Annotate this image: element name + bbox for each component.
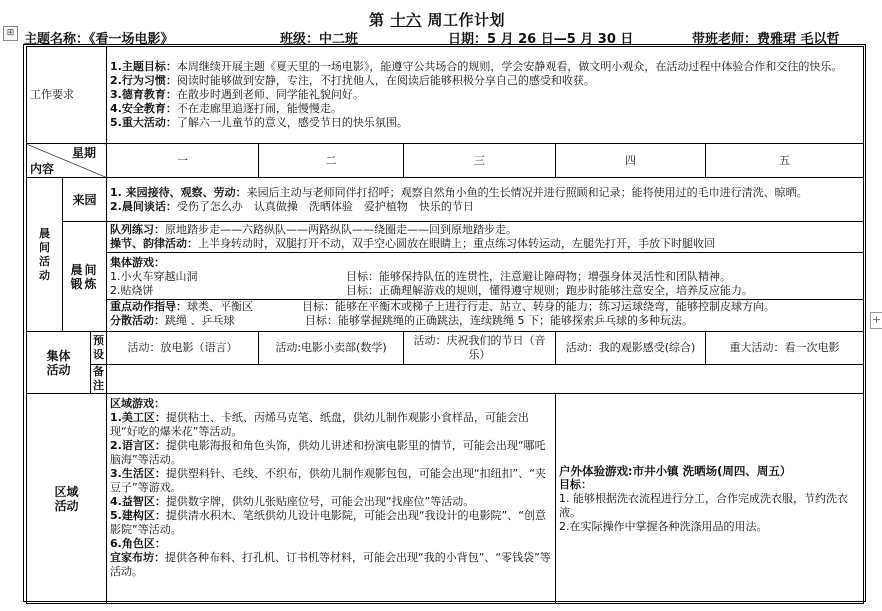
- weekday-thu: 四: [556, 144, 706, 178]
- group-activity-fri: 重大活动：看一次电影: [706, 332, 864, 365]
- work-requirements-content: [107, 47, 864, 144]
- title-prefix: 第: [369, 11, 385, 29]
- table-move-handle[interactable]: ⊞: [3, 26, 18, 41]
- weekday-tue: 二: [259, 144, 404, 178]
- gym-line: 操节、韵律活动：上半身转动时，双腿打开不动，双手空心圆放在眼睛上；重点练习体转运动，左腿先打开，手放下时腿收回: [110, 237, 715, 250]
- weekday-corner: [27, 144, 107, 178]
- group-plan-row: [27, 332, 864, 365]
- work-item: 4.安全教育：不在走廊里追逐打闹，能慢慢走。: [110, 102, 342, 115]
- area-item: 1.美工区：提供粘土、卡纸、丙烯马克笔、纸盘，供幼儿制作观影小食样品，可能会出现“好吃的爆米花”等活动。: [110, 411, 529, 438]
- arrival-item: 1. 来园接待、观察、劳动：来园后主动与老师同伴打招呼；观察自然角小鱼的生长情况并进行照顾和记录；能将使用过的毛巾进行清洗、晾晒。: [110, 185, 808, 199]
- date-range: 日期：5 月 26 日—5 月 30 日: [448, 32, 634, 47]
- work-requirements-row: [27, 47, 864, 144]
- game-item: 2.贴烧饼 目标：正确理解游戏的规则，懂得遵守规则；跑步时能够注意安全，培养反应能力。: [110, 284, 753, 297]
- drill-content: [107, 222, 864, 253]
- arrival-content: [107, 178, 864, 222]
- area-item: 3.生活区：提供塑料针、毛线、不织布，供幼儿制作观影包包，可能会出现“扣纽扣”、“夹豆子”等游戏。: [110, 467, 546, 494]
- outdoor-goal-label: 目标：: [559, 477, 592, 491]
- game-item: 1.小火车穿越山洞 目标：能够保持队伍的连贯性，注意避让障碍物；增强身体灵活性和团队精神。: [110, 270, 731, 283]
- area-item: 5.建构区：提供清水积木、笔纸供幼儿设计电影院，可能会出现“我设计的电影院”、“创意影院”等活动。: [110, 509, 546, 536]
- work-item: 1.主题目标：本周继续开展主题《夏天里的一场电影》，能遵守公共场合的规则，学会安静观看，做文明小观众，在活动过程中体验合作和交往的快乐。: [110, 60, 843, 73]
- teachers: 带班老师：费雅珺 毛以哲: [692, 32, 840, 47]
- plan-label: 预设: [91, 332, 107, 365]
- weekday-wed: 三: [404, 144, 556, 178]
- area-games-content: [107, 394, 556, 604]
- arrival-item: 2.晨间谈话：受伤了怎么办 认真做操 洗晒体验 爱护植物 快乐的节日: [110, 199, 474, 213]
- arrival-row: [27, 178, 864, 222]
- theme-name: 主题名称：《看一场电影》: [24, 32, 174, 47]
- corner-content-label: 内容: [30, 162, 55, 176]
- focus-line: 重点动作指导：球类、平衡区 目标：能够在平衡木或梯子上进行行走、站立、转身的能力；练习运球绕弯，能够控制皮球方向。: [107, 299, 863, 314]
- group-activity-tue: 活动:电影小卖部(数学): [259, 332, 404, 365]
- split-line: 分散活动：跳绳 、乒乓球 目标：能够掌握跳绳的正确跳法，连续跳绳 5 下；能够探索乒乓球的多种玩法。: [110, 314, 693, 327]
- area-title: 区域游戏：: [110, 397, 165, 410]
- title-suffix: 周工作计划: [427, 11, 506, 29]
- outdoor-title: 户外体验游戏:市井小镇 洗晒场(周四、周五）: [559, 463, 792, 478]
- area-item: 宜家布坊：提供各种布料、打孔机、订书机等材料，可能会出现“我的小背包”、“零钱袋”等活动。: [110, 551, 551, 578]
- games-content: [107, 253, 864, 332]
- exercise-row-drill: [27, 222, 864, 253]
- class-name: 班级：中二班: [280, 32, 359, 47]
- weekday-row: [27, 144, 864, 178]
- page-title: [369, 9, 505, 30]
- weekday-mon: 一: [107, 144, 259, 178]
- drill-line: 队列练习：原地踏步走——六路纵队——两路纵队——绕圈走——回到原地踏步走。: [110, 223, 517, 236]
- add-column-button[interactable]: +: [870, 312, 882, 329]
- work-requirements-label: 工作要求: [27, 47, 107, 144]
- group-activity-thu: 活动：我的观影感受(综合): [556, 332, 706, 365]
- area-row: [27, 394, 864, 604]
- outdoor-goal: 2.在实际操作中掌握各种洗涤用品的用法。: [559, 519, 768, 533]
- morning-activity-label: 晨间活动: [27, 178, 63, 332]
- exercise-row-games: [27, 253, 864, 332]
- group-note-content: [107, 365, 864, 394]
- weekday-fri: 五: [706, 144, 864, 178]
- group-note-row: [27, 365, 864, 394]
- exercise-label: 晨间锻炼: [63, 222, 107, 332]
- group-activity-mon: 活动：放电影（语言）: [107, 332, 259, 365]
- group-activity-label: 集体活动: [27, 332, 91, 394]
- work-item: 3.德育教育：在散步时遇到老师、同学能礼貌问好。: [110, 88, 364, 101]
- arrival-label: 来园: [63, 178, 107, 222]
- work-item: 2.行为习惯：阅读时能够做到安静，专注，不打扰他人，在阅读后能够积极分享自己的感受和收获。: [110, 74, 595, 87]
- header-bar: [24, 28, 874, 45]
- area-item: 2.语言区：提供电影海报和角色头饰，供幼儿讲述和扮演电影里的情节，可能会出现“哪吒脑海”等活动。: [110, 439, 546, 466]
- work-item: 5.重大活动：了解六一儿童节的意义，感受节日的快乐氛围。: [110, 116, 408, 129]
- area-activity-label: 区域活动: [27, 394, 107, 604]
- week-number: 十六: [390, 11, 422, 29]
- area-item: 4.益智区：提供数字牌，供幼儿张贴座位号，可能会出现“找座位”等活动。: [110, 495, 475, 508]
- outdoor-goal: 1. 能够根据洗衣流程进行分工，合作完成洗衣服，节约洗衣液。: [559, 491, 848, 519]
- weekly-plan-table: [26, 46, 864, 604]
- corner-weekday-label: 星期: [71, 146, 96, 160]
- outdoor-content: [556, 394, 864, 604]
- games-title: 集体游戏：: [110, 256, 165, 269]
- group-activity-wed: 活动：庆祝我们的节日（音乐）: [404, 332, 556, 365]
- area-item: 6.角色区：: [110, 537, 166, 550]
- note-label: 备注: [91, 365, 107, 394]
